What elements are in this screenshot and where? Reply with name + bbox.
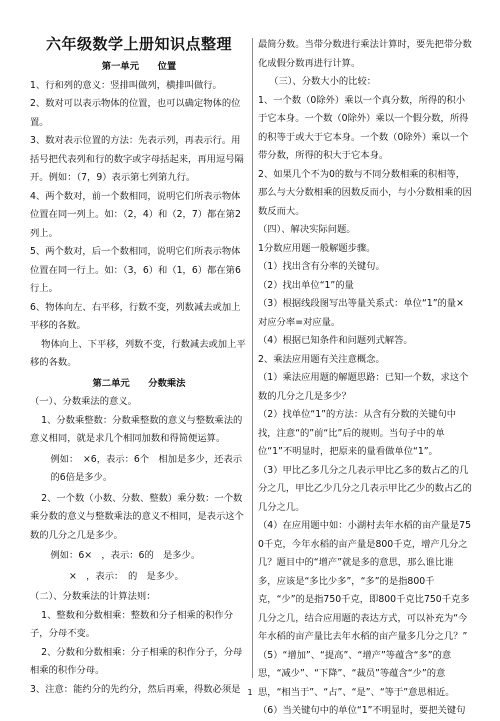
paragraph: 6、物体向左、右平移，行数不变，列数减去或加上平移的各数。: [30, 301, 241, 331]
paragraph: （三）、分数大小的比较：: [269, 76, 377, 87]
paragraph: （1）找出含有分率的关键句。: [258, 261, 385, 272]
paragraph: （1）乘法应用题的解题思路：已知一个数，求这个数的几分之几是多少？: [258, 372, 469, 402]
document-title: 六年级数学上册知识点整理: [45, 35, 232, 53]
paragraph: 最简分数。当带分数进行乘法计算时，要先把带分数化成假分数再进行计算。: [258, 39, 472, 69]
section-heading: 第二单元 分数乘法: [92, 377, 186, 389]
section-heading: 第一单元 位置: [101, 61, 177, 72]
paragraph: （一）、分数乘法的意义。: [30, 396, 137, 407]
paragraph: × ，表示： 的 是多少。: [50, 570, 184, 582]
paragraph: （4）根据已知条件和问题列式解答。: [258, 335, 413, 346]
paragraph: （5）“增加”、“提高”、“增产”等蕴含“多”的意思，“减少”、“下降”、“裁员”等蕴含“少”的意思，“相当于”、“占”、“是”、“等于”意思相近。: [258, 649, 455, 698]
paragraph: （6）当关键句中的单位“1”不明显时，要把关键句: [258, 705, 466, 716]
paragraph: 1、行和列的意义：竖排叫做列，横排叫做行。: [30, 79, 222, 91]
paragraph: 2、数对可以表示物体的位置，也可以确定物体的位置。: [30, 98, 241, 128]
paragraph: （四）、解决实际问题。: [258, 224, 356, 235]
paragraph: 5、两个数对，后一个数相同，说明它们所表示物体位置在同一行上。如：（3，6）和（1，6）都在第6行上。: [30, 246, 241, 294]
paragraph: （4）在应用题中如：小湖村去年水稻的亩产量是750千克，今年水稻的亩产量是800千克，增产几分之几？题目中的“增产”就是多的意思，那么谁比谁多，应该是“多比少多”，“多”的是指800千克，“少”的是指750千克，即800千克比750千克多几分之几，结合应用题的表达方式，可以补充为“今年水稻的亩产量比去年水稻的亩产量多几分之几？”: [258, 520, 471, 642]
paragraph: 2、乘法应用题有关注意概念。: [258, 353, 385, 365]
paragraph: 1、分数乘整数：分数乘整数的意义与整数乘法的意义相同，就是求几个相同加数和得简便运算。: [30, 414, 243, 444]
paragraph: （3）甲比乙多几分之几表示甲比乙多的数占乙的几分之几，甲比乙少几分之几表示甲比乙少的数占乙的几分之几。: [258, 464, 472, 513]
page-number: 1: [247, 688, 253, 697]
paragraph: （二）、分数乘法的计算法则：: [30, 591, 156, 602]
paragraph: 物体向上、下平移，列数不变，行数减去或加上平移的各数。: [30, 338, 246, 368]
paragraph: 3、数对表示位置的方法：先表示列，再表示行。用括号把代表列和行的数字或字母括起来，再用逗号隔开。例如：（7，9）表示第七列第九行。: [30, 135, 244, 183]
paragraph: （2）找出单位“1”的量: [258, 279, 354, 291]
left-column: [30, 58, 248, 699]
paragraph: （2）找单位“1”的方法：从含有分数的关键句中找，注意“的”前“比”后的规则。当句子中的单位“1”不明显时，把原来的量看做单位“1”。: [258, 409, 457, 457]
paragraph: 1分数应用题一般解题步骤。: [258, 242, 376, 254]
column-divider: [252, 38, 253, 678]
paragraph: 3、注意：能约分的先约分，然后再乘，得数必须是: [30, 683, 241, 695]
paragraph: 例如：6× ，表示：6的 是多少。: [50, 550, 201, 561]
paragraph: 4、两个数对，前一个数相同，说明它们所表示物体位置在同一列上。如：（2，4）和（2，7）都在第2列上。: [30, 190, 241, 239]
right-column: [258, 36, 472, 721]
paragraph: （3）根据线段图写出等量关系式：单位“1”的量×对应分率=对应量。: [258, 298, 464, 328]
paragraph: 2、分数和分数相乘：分子相乘的积作分子，分母相乘的积作分母。: [30, 646, 243, 676]
paragraph: 1、一个数（0除外）乘以一个真分数，所得的积小于它本身。一个数（0除外）乘以一个假分数，所得的积等于或大于它本身。一个数（0除外）乘以一个带分数，所得的积大于它本身。: [258, 94, 469, 161]
paragraph: 2、一个数（小数、分数、整数）乘分数：一个数乘分数的意义与整数乘法的意义不相同，是表示这个数的几分之几是多少。: [30, 492, 244, 541]
paragraph: 2、如果几个不为0的数与不同分数相乘的积相等，那么与大分数相乘的因数反而小，与小分数相乘的因数反而大。: [258, 168, 472, 217]
paragraph: 例如： ×6，表示：6个 相加是多少，还表示的6倍是多少。: [50, 453, 243, 483]
paragraph: 1、整数和分数相乘：整数和分子相乘的积作分子，分母不变。: [30, 609, 234, 639]
